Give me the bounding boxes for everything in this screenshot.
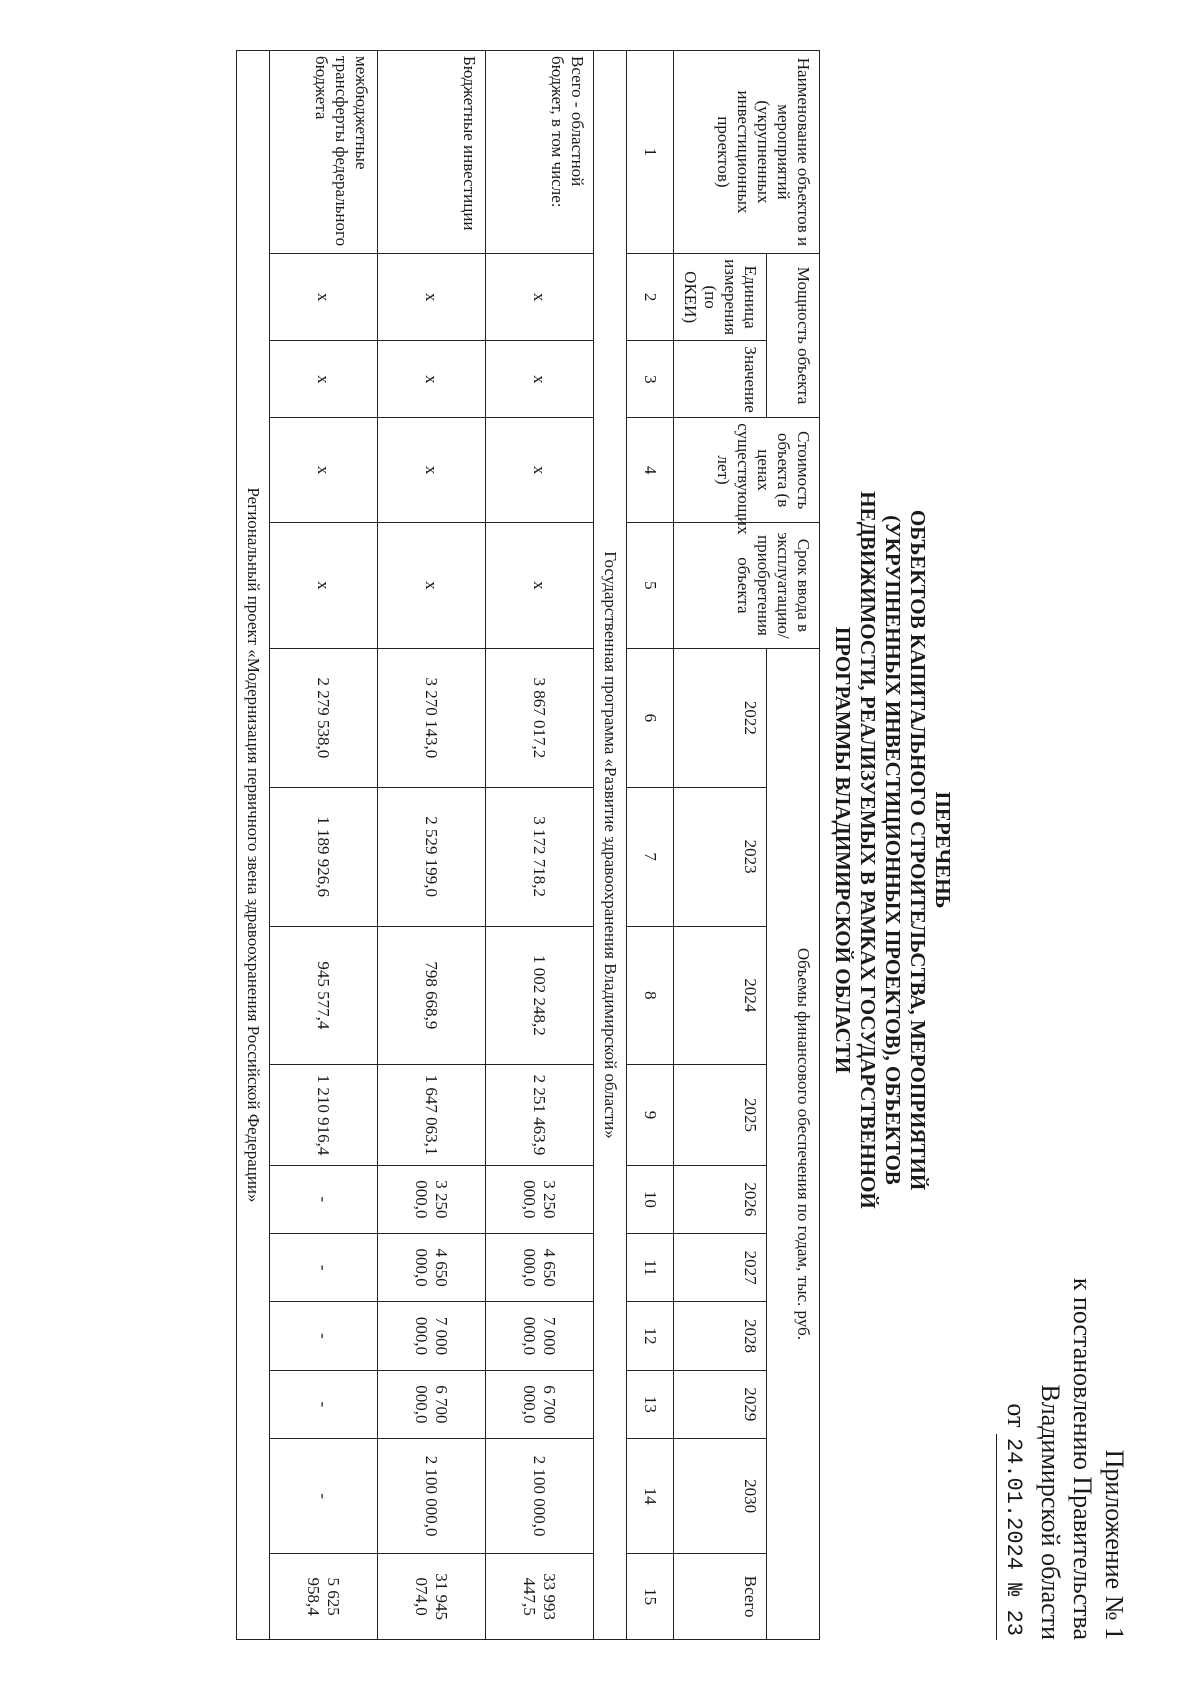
cell-total: 31 945 074,0 xyxy=(378,1554,486,1640)
cell-2022: 3 867 017,2 xyxy=(486,648,594,787)
number-sign: № xyxy=(1001,1583,1026,1597)
cell-2030: 2 100 000,0 xyxy=(486,1438,594,1553)
cell-2029: 6 700 000,0 xyxy=(486,1370,594,1438)
cell-2022: 3 270 143,0 xyxy=(378,648,486,787)
cell-unit: x xyxy=(270,253,378,341)
cell-2029: 6 700 000,0 xyxy=(378,1370,486,1438)
header-funding: Объемы финансового обеспечения по годам, тыс. руб. xyxy=(767,648,820,1639)
cell-2024: 1 002 248,2 xyxy=(486,926,594,1065)
cell-2022: 2 279 538,0 xyxy=(270,648,378,787)
header-name: Наименование объектов и мероприятий (укрупненных инвестиционных проектов) xyxy=(674,51,820,254)
cell-2030: - xyxy=(270,1438,378,1553)
cell-2024: 945 577,4 xyxy=(270,926,378,1065)
column-number: 11 xyxy=(627,1234,674,1302)
header-total: Всего xyxy=(674,1554,767,1640)
title-line: ПРОГРАММЫ ВЛАДИМИРСКОЙ ОБЛАСТИ xyxy=(831,626,855,1074)
cell-deadline: x xyxy=(486,522,594,648)
cell-2028: 7 000 000,0 xyxy=(486,1302,594,1370)
header-deadline: Срок ввода в эксплуатацию/приобретения объекта xyxy=(674,522,820,648)
header-year: 2029 xyxy=(674,1370,767,1438)
cell-2026: - xyxy=(270,1165,378,1233)
column-number: 10 xyxy=(627,1165,674,1233)
column-number: 3 xyxy=(627,341,674,418)
cell-total: 5 625 958,4 xyxy=(270,1554,378,1640)
cell-deadline: x xyxy=(378,522,486,648)
header-year: 2024 xyxy=(674,926,767,1065)
title-line: НЕДВИЖИМОСТИ, РЕАЛИЗУЕМЫХ В РАМКАХ ГОСУДАРСТВЕННОЙ xyxy=(856,491,880,1209)
cell-value: x xyxy=(486,341,594,418)
column-number: 1 xyxy=(627,51,674,254)
cell-cost: x xyxy=(270,418,378,523)
column-number: 12 xyxy=(627,1302,674,1370)
appendix-date-value xyxy=(996,1434,1029,1640)
cell-total: 33 993 447,5 xyxy=(486,1554,594,1640)
table-row xyxy=(270,51,378,1640)
date-value: 24.01.2024 xyxy=(1001,1437,1026,1570)
column-number: 13 xyxy=(627,1370,674,1438)
appendix-line: к постановлению Правительства xyxy=(1068,1277,1097,1640)
column-number: 4 xyxy=(627,418,674,523)
row-name: Бюджетные инвестиции xyxy=(378,51,486,254)
column-number: 15 xyxy=(627,1554,674,1640)
column-number: 6 xyxy=(627,648,674,787)
column-number: 2 xyxy=(627,253,674,341)
header-year: 2026 xyxy=(674,1165,767,1233)
header-year: 2027 xyxy=(674,1234,767,1302)
title-line: (УКРУПНЕННЫХ ИНВЕСТИЦИОННЫХ ПРОЕКТОВ), ОБЪЕКТОВ xyxy=(881,515,905,1185)
cell-2026: 3 250 000,0 xyxy=(486,1165,594,1233)
cell-2023: 2 529 199,0 xyxy=(378,787,486,926)
cell-2026: 3 250 000,0 xyxy=(378,1165,486,1233)
cell-2029: - xyxy=(270,1370,378,1438)
funding-table xyxy=(236,50,820,1640)
header-value: Значение xyxy=(674,341,767,418)
document-title xyxy=(830,20,955,1680)
column-number: 7 xyxy=(627,787,674,926)
cell-2023: 1 189 926,6 xyxy=(270,787,378,926)
cell-2024: 798 668,9 xyxy=(378,926,486,1065)
cell-unit: x xyxy=(378,253,486,341)
header-year: 2025 xyxy=(674,1065,767,1165)
cell-cost: x xyxy=(486,418,594,523)
program-title: Государственная программа «Развитие здравоохранения Владимирской области» xyxy=(594,51,627,1640)
cell-unit: x xyxy=(486,253,594,341)
cell-cost: x xyxy=(378,418,486,523)
appendix-block xyxy=(996,1278,1130,1640)
header-capacity: Мощность объекта xyxy=(767,253,820,417)
header-year: 2023 xyxy=(674,787,767,926)
table-row xyxy=(486,51,594,1640)
header-year: 2022 xyxy=(674,648,767,787)
column-number: 14 xyxy=(627,1438,674,1553)
project-title: Региональный проект «Модернизация первичного звена здравоохранения Российской Федерации» xyxy=(237,51,270,1640)
header-year: 2028 xyxy=(674,1302,767,1370)
title-line: ПЕРЕЧЕНЬ xyxy=(931,791,955,909)
cell-2027: 4 650 000,0 xyxy=(486,1234,594,1302)
cell-2030: 2 100 000,0 xyxy=(378,1438,486,1553)
header-cost: Стоимость объекта (в ценах существующих лет) xyxy=(674,418,820,523)
cell-2025: 1 647 063,1 xyxy=(378,1065,486,1165)
cell-value: x xyxy=(378,341,486,418)
appendix-line: Приложение № 1 xyxy=(1100,1449,1129,1640)
header-unit: Единица измерения (по ОКЕИ) xyxy=(674,253,767,341)
date-prefix: от xyxy=(1002,1403,1031,1428)
cell-2027: - xyxy=(270,1234,378,1302)
cell-2028: - xyxy=(270,1302,378,1370)
cell-2023: 3 172 718,2 xyxy=(486,787,594,926)
cell-2025: 2 251 463,9 xyxy=(486,1065,594,1165)
column-number: 8 xyxy=(627,926,674,1065)
table-row xyxy=(378,51,486,1640)
column-number: 5 xyxy=(627,522,674,648)
cell-value: x xyxy=(270,341,378,418)
column-number: 9 xyxy=(627,1065,674,1165)
document-number: 23 xyxy=(1001,1609,1026,1636)
appendix-date-line xyxy=(996,1278,1032,1640)
cell-deadline: x xyxy=(270,522,378,648)
title-line: ОБЪЕКТОВ КАПИТАЛЬНОГО СТРОИТЕЛЬСТВА, МЕРОПРИЯТИЙ xyxy=(906,509,930,1191)
document-page xyxy=(40,20,1170,1680)
row-name: Всего - областной бюджет, в том числе: xyxy=(486,51,594,254)
cell-2027: 4 650 000,0 xyxy=(378,1234,486,1302)
cell-2025: 1 210 916,4 xyxy=(270,1065,378,1165)
cell-2028: 7 000 000,0 xyxy=(378,1302,486,1370)
row-name: межбюджетные трансферты федерального бюджета xyxy=(270,51,378,254)
header-year: 2030 xyxy=(674,1438,767,1553)
appendix-line: Владимирской области xyxy=(1036,1384,1065,1640)
